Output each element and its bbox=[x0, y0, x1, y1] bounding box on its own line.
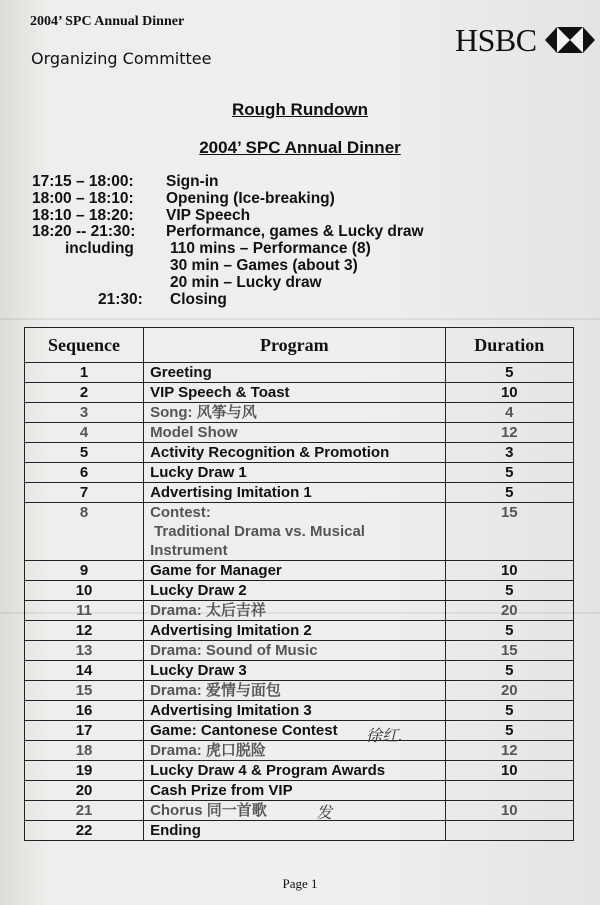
paper-fold bbox=[0, 318, 600, 320]
program-cell: Lucky Draw 3 bbox=[144, 661, 446, 681]
hsbc-logo bbox=[455, 22, 595, 58]
table-row bbox=[25, 801, 574, 821]
duration-cell: 12 bbox=[445, 423, 573, 443]
table-row bbox=[25, 363, 574, 383]
program-cell bbox=[144, 503, 446, 561]
table-row bbox=[25, 621, 574, 641]
sequence-cell: 22 bbox=[25, 821, 144, 841]
sequence-cell: 5 bbox=[25, 443, 144, 463]
duration-cell: 5 bbox=[445, 661, 573, 681]
sequence-cell: 1 bbox=[25, 363, 144, 383]
program-line: Contest: bbox=[150, 504, 211, 521]
schedule-desc: Sign-in bbox=[166, 173, 219, 190]
table-row bbox=[25, 383, 574, 403]
schedule-time: including bbox=[65, 240, 134, 258]
schedule-desc: 110 mins – Performance (8) bbox=[170, 240, 371, 258]
sequence-cell: 8 bbox=[25, 503, 144, 561]
sequence-cell: 14 bbox=[25, 661, 144, 681]
logo-text: HSBC bbox=[455, 22, 537, 58]
schedule-time: 18:20 -- 21:30: bbox=[32, 223, 136, 241]
program-cell: Advertising Imitation 2 bbox=[144, 621, 446, 641]
table-row bbox=[25, 443, 574, 463]
rundown-title: Rough Rundown bbox=[232, 100, 368, 119]
page-number: Page 1 bbox=[282, 876, 318, 891]
program-cell: Advertising Imitation 3 bbox=[144, 701, 446, 721]
duration-cell: 5 bbox=[445, 721, 573, 741]
duration-cell: 5 bbox=[445, 463, 573, 483]
program-cell: Game: Cantonese Contest bbox=[144, 721, 446, 741]
program-cell: Drama: 爱情与面包 bbox=[144, 681, 446, 701]
sequence-cell: 2 bbox=[25, 383, 144, 403]
document-header-title: 2004’ SPC Annual Dinner bbox=[30, 14, 185, 29]
duration-cell: 3 bbox=[445, 443, 573, 463]
handwritten-note: 发 bbox=[316, 803, 333, 822]
sequence-cell: 21 bbox=[25, 801, 144, 821]
table-row bbox=[25, 423, 574, 443]
duration-cell: 12 bbox=[445, 741, 573, 761]
schedule-time: 18:00 – 18:10: bbox=[32, 189, 134, 207]
schedule-time: 18:10 – 18:20: bbox=[32, 206, 134, 224]
table-row bbox=[25, 601, 574, 621]
sequence-cell: 7 bbox=[25, 483, 144, 503]
duration-cell bbox=[445, 781, 573, 801]
program-cell: Advertising Imitation 1 bbox=[144, 483, 446, 503]
schedule-desc: 20 min – Lucky draw bbox=[170, 273, 322, 291]
sequence-cell: 10 bbox=[25, 581, 144, 601]
duration-header: Duration bbox=[445, 328, 573, 363]
program-cell: Ending bbox=[144, 821, 446, 841]
table-row bbox=[25, 721, 574, 741]
duration-cell: 10 bbox=[445, 801, 573, 821]
duration-cell: 10 bbox=[445, 383, 573, 403]
schedule-desc: Performance, games & Lucky draw bbox=[166, 223, 424, 241]
duration-cell: 5 bbox=[445, 483, 573, 503]
schedule-desc: 30 min – Games (about 3) bbox=[170, 256, 358, 274]
duration-cell: 20 bbox=[445, 681, 573, 701]
sequence-cell: 19 bbox=[25, 761, 144, 781]
program-cell: Song: 风筝与风 bbox=[144, 403, 446, 423]
program-cell: Lucky Draw 4 & Program Awards bbox=[144, 761, 446, 781]
duration-cell: 5 bbox=[445, 581, 573, 601]
duration-cell: 15 bbox=[445, 641, 573, 661]
program-header: Program bbox=[144, 328, 446, 363]
program-table bbox=[24, 327, 574, 841]
sequence-cell: 17 bbox=[25, 721, 144, 741]
program-cell: Game for Manager bbox=[144, 561, 446, 581]
duration-cell: 10 bbox=[445, 761, 573, 781]
program-cell: Drama: Sound of Music bbox=[144, 641, 446, 661]
sequence-cell: 6 bbox=[25, 463, 144, 483]
table-header-row bbox=[25, 328, 574, 363]
program-cell: Lucky Draw 1 bbox=[144, 463, 446, 483]
table-row bbox=[25, 503, 574, 561]
duration-cell: 20 bbox=[445, 601, 573, 621]
table-row bbox=[25, 741, 574, 761]
program-cell: Drama: 虎口脱险 bbox=[144, 741, 446, 761]
duration-cell: 5 bbox=[445, 621, 573, 641]
handwritten-note: 徐红. bbox=[366, 726, 404, 745]
table-row bbox=[25, 641, 574, 661]
program-cell: Model Show bbox=[144, 423, 446, 443]
sequence-header: Sequence bbox=[25, 328, 144, 363]
table-row bbox=[25, 781, 574, 801]
schedule-time: 17:15 – 18:00: bbox=[32, 173, 134, 190]
sequence-cell: 9 bbox=[25, 561, 144, 581]
schedule-desc: Closing bbox=[170, 290, 227, 308]
organizing-committee-label: Organizing Committee bbox=[31, 49, 212, 68]
duration-cell: 5 bbox=[445, 363, 573, 383]
table-row bbox=[25, 403, 574, 423]
duration-cell: 5 bbox=[445, 701, 573, 721]
program-cell: Activity Recognition & Promotion bbox=[144, 443, 446, 463]
duration-cell: 10 bbox=[445, 561, 573, 581]
program-line: Traditional Drama vs. Musical bbox=[154, 523, 365, 540]
program-cell: VIP Speech & Toast bbox=[144, 383, 446, 403]
duration-cell: 4 bbox=[445, 403, 573, 423]
event-title: 2004’ SPC Annual Dinner bbox=[199, 138, 401, 157]
sequence-cell: 13 bbox=[25, 641, 144, 661]
table-row bbox=[25, 821, 574, 841]
schedule-time: 21:30: bbox=[98, 290, 143, 308]
table-row bbox=[25, 581, 574, 601]
table-row bbox=[25, 761, 574, 781]
program-line: Instrument bbox=[150, 542, 228, 559]
table-row bbox=[25, 661, 574, 681]
sequence-cell: 11 bbox=[25, 601, 144, 621]
program-cell: Lucky Draw 2 bbox=[144, 581, 446, 601]
table-row bbox=[25, 681, 574, 701]
program-cell: Cash Prize from VIP bbox=[144, 781, 446, 801]
table-row bbox=[25, 701, 574, 721]
sequence-cell: 16 bbox=[25, 701, 144, 721]
sequence-cell: 20 bbox=[25, 781, 144, 801]
hexagon-logo-icon bbox=[545, 27, 595, 53]
program-cell: Drama: 太后吉祥 bbox=[144, 601, 446, 621]
sequence-cell: 15 bbox=[25, 681, 144, 701]
program-cell: Greeting bbox=[144, 363, 446, 383]
duration-cell: 15 bbox=[445, 503, 573, 561]
sequence-cell: 3 bbox=[25, 403, 144, 423]
schedule-desc: VIP Speech bbox=[166, 206, 251, 224]
sequence-cell: 18 bbox=[25, 741, 144, 761]
table-row bbox=[25, 561, 574, 581]
sequence-cell: 12 bbox=[25, 621, 144, 641]
schedule-desc: Opening (Ice-breaking) bbox=[166, 189, 335, 207]
table-row bbox=[25, 483, 574, 503]
table-row bbox=[25, 463, 574, 483]
program-cell: Chorus 同一首歌 bbox=[144, 801, 446, 821]
duration-cell bbox=[445, 821, 573, 841]
sequence-cell: 4 bbox=[25, 423, 144, 443]
